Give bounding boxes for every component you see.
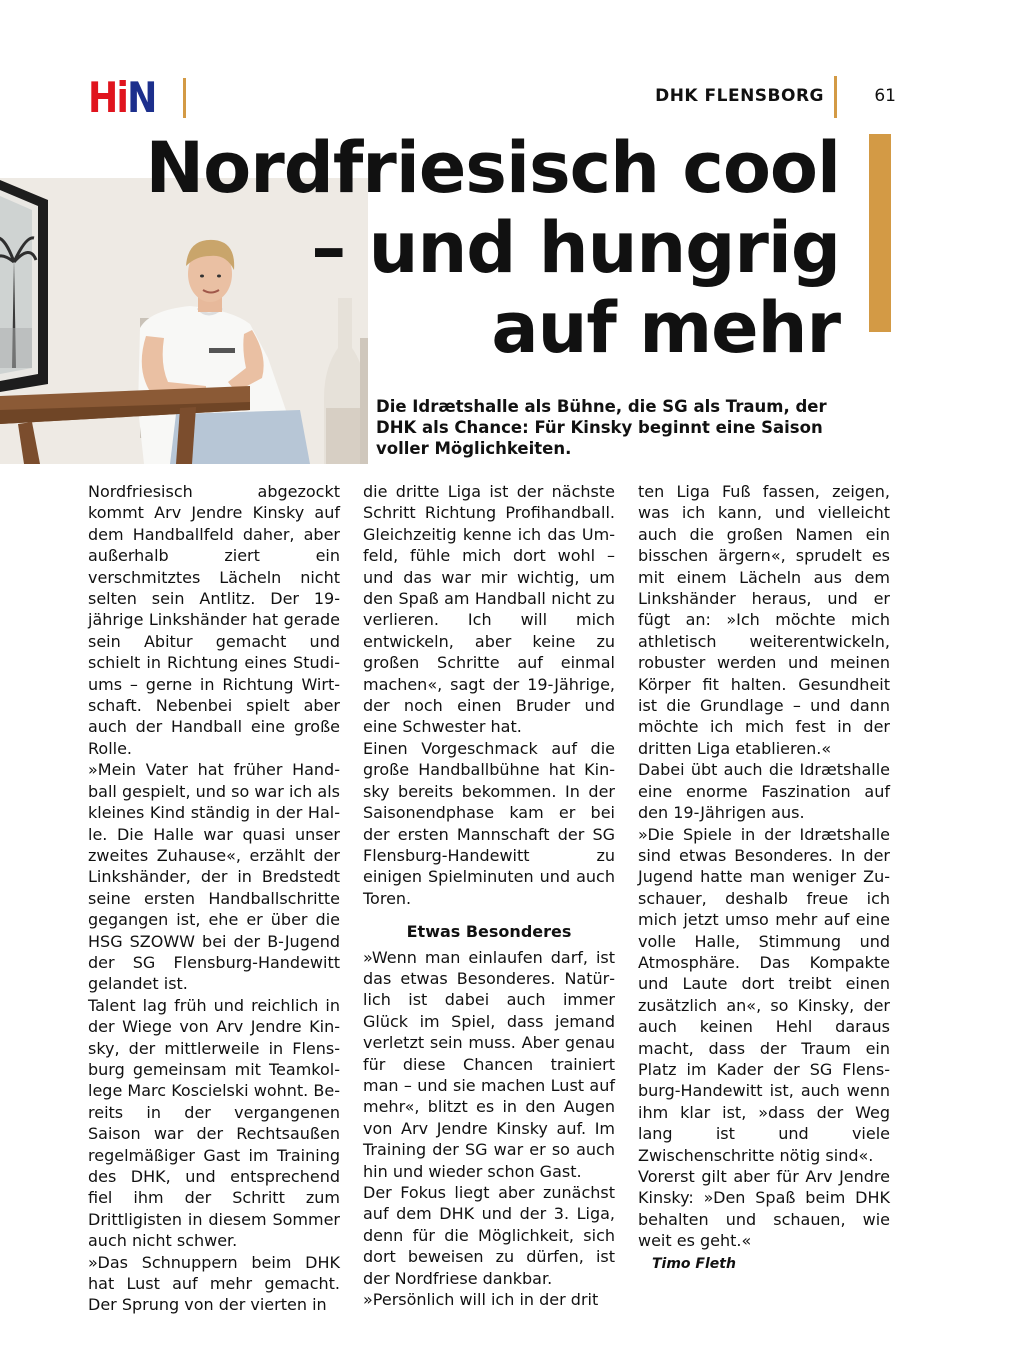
paragraph: Einen Vorgeschmack auf die große Handballbühne hat Kinsky bereits bekommen. In der Saisonendphase kam er bei der ersten Mannschaft der SG Flensburg-Handewitt zu einigen Spielminuten und auch Toren. xyxy=(363,738,615,908)
article-headline xyxy=(100,128,840,368)
paragraph: »Wenn man einlaufen darf, ist das etwas Besonderes. Natürlich ist dabei auch immer Glück im Spiel, dass jemand verletzt sein muss. Aber genau für diese Chancen trainiert man – und sie machen Lust auf mehr«, blitzt es in den Augen von Arv Jendre Kinsky auf. Im Training der SG war er so auch hin und wieder schon Gast. xyxy=(363,947,615,1181)
article-column-3 xyxy=(638,481,890,1275)
section-divider xyxy=(834,76,837,118)
paragraph: ten Liga Fuß fassen, zeigen, was ich kann, und vielleicht auch die großen Namen ein bisschen ärgern«, sprudelt es mit einem Lächeln aus dem Linkshänder heraus, und er fügt an: »Ich möchte mich athletisch weiterentwickeln, robuster werden und meinen Körper fit halten. Gesundheit ist die Grundlage – und dann möchte ich mich fest in der dritten Liga etablieren.« xyxy=(638,482,890,758)
article-column-2 xyxy=(363,481,615,1310)
paragraph: Vorerst gilt aber für Arv Jendre Kinsky: »Den Spaß beim DHK behalten und schauen, wie weit es geht.« xyxy=(638,1167,890,1251)
logo-divider xyxy=(183,78,186,118)
paragraph: Dabei übt auch die Idrætshalle eine enorme Faszination auf den 19-Jährigen aus. xyxy=(638,760,890,823)
magazine-logo xyxy=(88,73,156,122)
section-title: DHK FLENSBORG xyxy=(655,86,824,106)
author-byline: Timo Fleth xyxy=(652,1255,736,1272)
article-column-1 xyxy=(88,481,340,1316)
headline-line-2: – und hungrig xyxy=(311,207,840,289)
headline-line-3: auf mehr xyxy=(491,287,840,369)
paragraph: Der Fokus liegt aber zunächst auf dem DHK und der 3. Liga, denn für die Möglichkeit, sich dort beweisen zu dürfen, ist der Nordfriese dankbar. xyxy=(363,1183,615,1288)
headline-line-1: Nordfriesisch cool xyxy=(145,127,840,209)
paragraph: »Persönlich will ich in der drit xyxy=(363,1290,599,1310)
paragraph: Nordfriesisch abgezockt kommt Arv Jendre Kinsky auf dem Handballfeld daher, aber außerhalb ziert ein verschmitztes Lächeln nicht selten sein Antlitz. Der 19-jährige Linkshänder hat gerade sein Abitur gemacht und schielt in Richtung eines Studiums – gerne in Richtung Wirtschaft. Nebenbei spielt aber auch der Handball eine große Rolle. xyxy=(88,482,340,758)
paragraph: Talent lag früh und reichlich in der Wiege von Arv Jendre Kinsky, der mittlerweile in Flensburg gemeinsam mit Teamkollege Marc Koscielski wohnt. Bereits in der vergangenen Saison war der Rechtsaußen regelmäßiger Gast im Training des DHK, und entsprechend fiel ihm der Schritt zum Drittligisten in diesem Sommer auch nicht schwer. xyxy=(88,995,340,1251)
paragraph: »Das Schnuppern beim DHK hat Lust auf mehr gemacht. Der Sprung von der vierten in xyxy=(88,1252,340,1315)
headline-accent-bar xyxy=(869,134,891,332)
paragraph: die dritte Liga ist der nächste Schritt Richtung Profihandball. Gleichzeitig kenne ich das Umfeld, fühle mich dort wohl – und das war mir wichtig, um den Spaß am Handball nicht zu verlieren. Ich will mich entwickeln, aber keine zu großen Schritte auf einmal machen«, sagt der 19-Jährige, der noch einen Bruder und eine Schwester hat. xyxy=(363,482,615,737)
page-number: 61 xyxy=(874,86,896,106)
paragraph: »Die Spiele in der Idrætshalle sind etwas Besonderes. In der Jugend hatte man weniger Zuschauer, deshalb freue ich mich jetzt umso mehr auf eine volle Halle, Stimmung und Atmosphäre. Das Kompakte und Laute dort treibt einen zusätzlich an«, so Kinsky, der auch keinen Hehl daraus macht, dass der Traum ein Platz im Kader der SG Flensburg-Handewitt ist, auch wenn ihm klar ist, »dass der Weg lang ist und viele Zwischenschritte nötig sind«. xyxy=(638,824,890,1165)
article-subhead: Etwas Besonderes xyxy=(406,922,572,942)
logo-part-blue: N xyxy=(127,73,156,122)
article-lede: Die Idrætshalle als Bühne, die SG als Traum, der DHK als Chance: Für Kinsky beginnt eine Saison voller Möglichkeiten. xyxy=(376,397,827,458)
logo-part-red: Hi xyxy=(88,73,128,122)
paragraph: »Mein Vater hat früher Handball gespielt, und so war ich als kleines Kind ständig in der Halle. Die Halle war quasi unser zweites Zuhause«, erzählt der Linkshänder, der in Bredstedt seine ersten Handballschritte gegangen ist, ehe er über die HSG SZOWW bei der B-Jugend der SG Flensburg-Handewitt gelandet ist. xyxy=(88,760,340,994)
